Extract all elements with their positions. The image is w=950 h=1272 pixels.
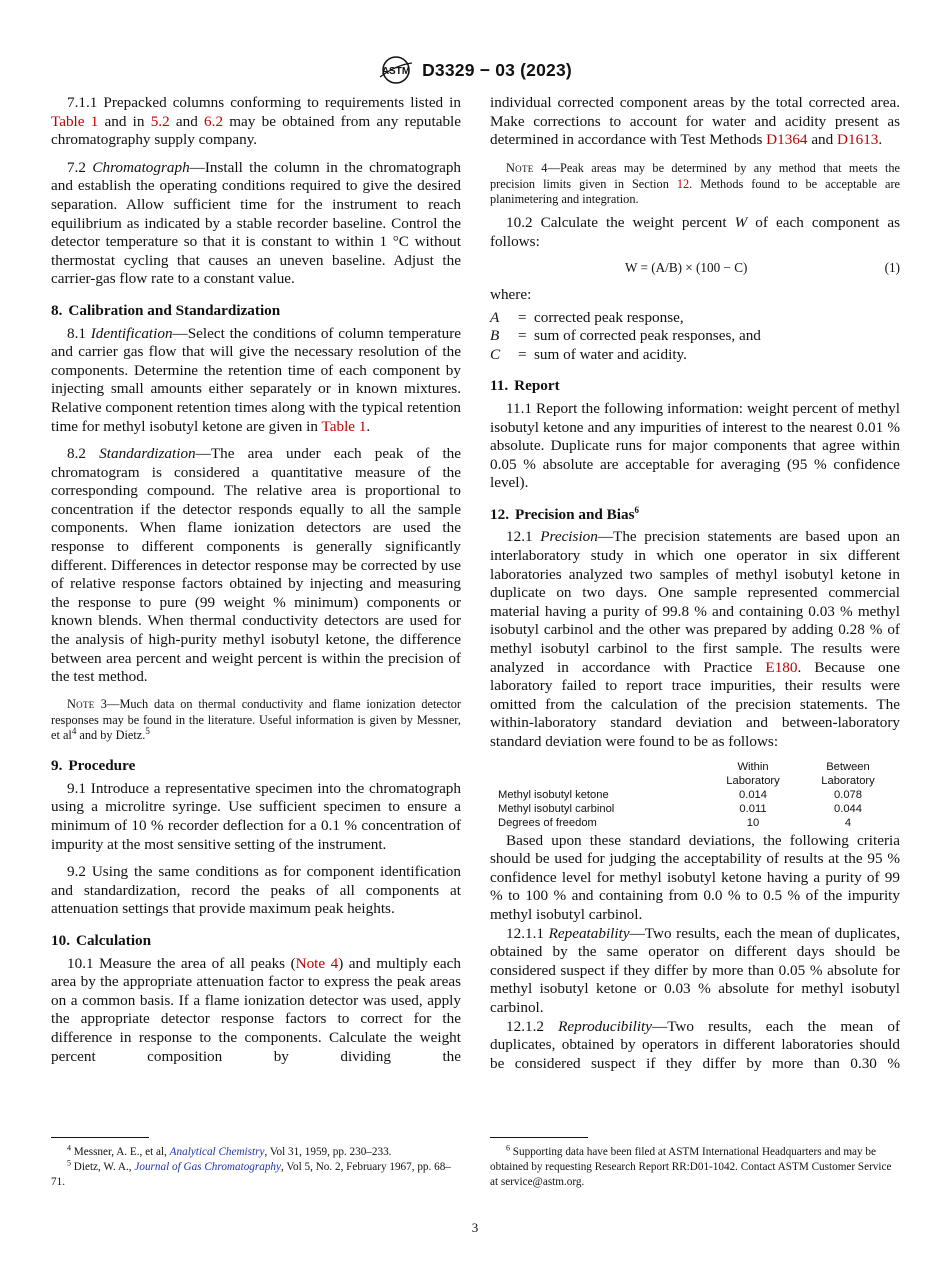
footnote-marker: 6 <box>506 1143 510 1153</box>
section-heading-9 <box>51 757 461 776</box>
text: —Install the column in the chromatograph and establish the operating conditions required to give the desired separation. Allow sufficient time for the instrument to reach equilibrium as indicated by a stable recorder baseline. Control the detector temperature so that it is constant to within 1 °C without thermostat cycling that causes an uneven baseline. Adjust the carrier-gas flow rate to a constant value. <box>51 158 462 288</box>
link-6-2[interactable]: 6.2 <box>204 112 224 130</box>
paragraph-12-1 <box>490 528 900 751</box>
table-header-within <box>708 760 798 788</box>
within-value: 0.011 <box>739 802 767 815</box>
paragraph-criteria: Based upon these standard deviations, the following criteria should be used for judging the acceptability of results at the 95 % confidence level for methyl isobutyl ketone having a purity of 99 % to 100 % and containing from 0.0 % to 0.5 % of the impurity methyl isobutyl carbinol. <box>490 831 900 923</box>
text: Calculate the weight percent <box>532 214 735 232</box>
symbol: B <box>490 327 500 345</box>
footnote-ref-4[interactable]: 4 <box>71 726 77 737</box>
paragraph-number: 8.2 <box>67 445 86 463</box>
term: Chromatograph <box>92 158 190 176</box>
header-line: Laboratory <box>821 774 875 787</box>
text: . <box>878 131 883 149</box>
section-heading-8 <box>51 302 461 321</box>
paragraph-7-2 <box>51 159 461 289</box>
section-number: 10. <box>51 931 70 949</box>
definition: corrected peak response, <box>534 308 684 326</box>
section-number: 9. <box>51 757 63 775</box>
text: . <box>366 417 371 435</box>
table-row <box>498 816 898 830</box>
equals: = <box>518 327 527 345</box>
paragraph-7-1-1 <box>51 94 461 150</box>
text: . Because one laboratory failed to report trace impurities, their results were omitted from the calculation of the precision statements. The within-laboratory standard deviation and between-laboratory standard deviation were found to be as follows: <box>490 658 900 751</box>
text: Introduce a representative specimen into the chromatograph using a microlitre syringe. Use sufficient specimen to ensure a minimum of 10 % recorder deflection for a 0.1 % concentration of impurity at the most sensitive setting of the instrument. <box>51 779 461 853</box>
footnote-6 <box>490 1145 900 1190</box>
astm-logo-icon <box>378 55 414 85</box>
text: —Much data on thermal conductivity and flame ionization detector responses may be found in the literature. Useful information is given by Messner, et al <box>51 696 461 743</box>
link-d1613[interactable]: D1613 <box>837 131 879 149</box>
term: Repeatability <box>548 924 630 942</box>
right-column <box>490 94 900 1073</box>
term: Standardization <box>99 445 196 463</box>
equals: = <box>518 345 527 363</box>
text: —Two results, each the mean of duplicates, obtained by operators in different laboratories should be considered suspect if they differ by more than 0.30 % <box>490 1017 901 1072</box>
text: Messner, A. E., et al, <box>71 1146 170 1158</box>
footnote-marker: 5 <box>67 1158 71 1168</box>
paragraph-8-1 <box>51 325 461 437</box>
section-title: Calibration and Standardization <box>68 301 281 319</box>
row-label: Methyl isobutyl carbinol <box>498 802 615 815</box>
section-number: 11. <box>490 377 509 395</box>
definition: sum of corrected peak responses, and <box>534 327 761 345</box>
paragraph-number: 7.2 <box>67 158 86 176</box>
equals: = <box>518 308 527 326</box>
text: may be obtained from any reputable chromatography supply company. <box>51 112 462 149</box>
text: Dietz, W. A., <box>71 1161 135 1173</box>
link-table-1[interactable]: Table 1 <box>321 417 367 435</box>
standard-deviation-table <box>498 760 898 830</box>
text: and <box>169 112 205 130</box>
document-id: D3329 − 03 (2023) <box>422 59 572 80</box>
header-line: Between <box>826 760 870 773</box>
paragraph-9-2 <box>51 863 461 919</box>
within-value: 10 <box>746 816 760 829</box>
row-label: Degrees of freedom <box>498 816 597 829</box>
link-note-4[interactable]: Note 4 <box>295 954 339 972</box>
row-label: Methyl isobutyl ketone <box>498 788 609 801</box>
variable-w: W <box>734 214 748 232</box>
text: Measure the area of all peaks ( <box>93 954 296 972</box>
note-label: Note 3 <box>67 696 108 711</box>
symbol: A <box>490 308 500 326</box>
footnotes-left <box>51 1137 461 1190</box>
text: Supporting data have been filed at ASTM International Headquarters and may be obtained by requesting Research Report RR:D01-1042. Contact ASTM Customer Service at service@astm.org. <box>490 1146 892 1188</box>
paragraph-12-1-2 <box>490 1018 900 1074</box>
equation-number: (1) <box>884 260 900 276</box>
header-line: Within <box>737 760 769 773</box>
table-row <box>498 802 898 816</box>
citation-link[interactable]: Analytical Chemistry <box>169 1146 265 1158</box>
where-label: where: <box>490 285 532 303</box>
text: —Two results, each the mean of duplicates, obtained by the same operator on different days should be considered suspect if they differ by more than 0.05 % absolute for methyl isobutyl ketone or 0.03 % absolute for methyl isobutyl carbinol. <box>490 924 900 1016</box>
text: . Methods found to be acceptable are planimetering and integration. <box>490 176 901 207</box>
variable-definitions <box>490 309 900 365</box>
paragraph-number: 7.1.1 <box>67 94 98 111</box>
paragraph-8-2 <box>51 445 461 687</box>
paragraph-number: 12.1.1 <box>506 924 544 942</box>
paragraph-number: 11.1 <box>506 399 533 417</box>
equation-1 <box>490 259 900 278</box>
paragraph-number: 8.1 <box>67 324 86 342</box>
page-header <box>0 55 950 85</box>
paragraph-number: 10.2 <box>506 214 533 232</box>
text: —The area under each peak of the chromatogram is considered a quantitative measure of the corresponding compound. The relative area is proportional to concentration if the detector responds equally to all the sample components. When flame ionization detectors are used the response to different components is generally significantly different. Differences in detector response may be corrected by use of relative response factors obtained by injecting and measuring the response to pure (99 weight % minimum) components or known blends. When thermal conductivity detectors are used for the analysis of high-purity methyl isobutyl ketone, the difference between area percent and weight percent is within the precision of the test method. <box>51 445 461 686</box>
footnote-divider <box>51 1137 149 1138</box>
table-header-blank <box>498 760 708 788</box>
section-title: Report <box>514 377 560 395</box>
text: —Peak areas may be determined by any method that meets the precision limits given in Section <box>490 160 900 191</box>
text: and by Dietz. <box>76 728 146 743</box>
text: Report the following information: weight percent of methyl isobutyl ketone and any impurities of interest to the nearest 0.01 % absolute. Duplicate runs for major components that agree within 0.05 % absolute are acceptable for averaging (95 % confidence level). <box>490 399 900 492</box>
section-title: Precision and Bias <box>514 505 635 523</box>
footnote-marker: 4 <box>67 1143 71 1153</box>
footnote-5 <box>51 1160 461 1190</box>
paragraph-10-2 <box>490 214 900 251</box>
table-row <box>498 788 898 802</box>
paragraph-9-1 <box>51 780 461 854</box>
definition-row <box>490 309 900 328</box>
text: Using the same conditions as for component identification and standardization, record the peaks of all components at attenuation settings that provide maximum peak heights. <box>51 863 461 918</box>
footnote-divider <box>490 1137 588 1138</box>
definition: sum of water and acidity. <box>534 345 687 363</box>
paragraph-number: 12.1.2 <box>506 1017 544 1035</box>
section-number: 12. <box>490 505 509 523</box>
citation-link[interactable]: Journal of Gas Chromatography <box>134 1161 281 1173</box>
between-value: 4 <box>844 816 852 829</box>
link-table-1[interactable]: Table 1 <box>51 112 99 130</box>
footnote-ref-6[interactable]: 6 <box>634 504 640 515</box>
note-4 <box>490 161 900 208</box>
paragraph-number: 9.1 <box>67 779 86 797</box>
term: Reproducibility <box>558 1017 653 1035</box>
section-title: Procedure <box>68 757 136 775</box>
paragraph-number: 12.1 <box>506 528 533 546</box>
text: individual corrected component areas by the total corrected area. Make corrections to account for water and acidity present as determined in accordance with Test Methods <box>490 94 900 149</box>
equation-formula: W = (A/B) × (100 − C) <box>625 260 748 276</box>
link-section-12[interactable]: 12 <box>676 176 690 191</box>
note-3 <box>51 697 461 744</box>
footnote-ref-5[interactable]: 5 <box>145 726 150 737</box>
table-header-between <box>798 760 898 788</box>
within-value: 0.014 <box>739 788 767 801</box>
term: Identification <box>90 324 173 342</box>
text: ) and multiply each area by the appropriate attenuation factor to express the peak areas on a common basis. If a flame ionization detector was used, apply the appropriate detector response factors to correct for the difference in response to the components. Calculate the weight percent composition by dividing the <box>51 954 461 1065</box>
paragraph-number: 10.1 <box>67 954 94 972</box>
svg-text:ASTM: ASTM <box>381 66 411 77</box>
header-line: Laboratory <box>726 774 780 787</box>
term: Precision <box>540 528 598 546</box>
text: , Vol 31, 1959, pp. 230–233. <box>264 1146 392 1158</box>
between-value: 0.044 <box>834 802 862 815</box>
section-heading-11 <box>490 377 900 396</box>
paragraph-11-1 <box>490 400 900 493</box>
paragraph-10-1-continued <box>490 94 900 150</box>
footnotes-right <box>490 1137 900 1190</box>
paragraph-number: 9.2 <box>67 863 86 881</box>
left-column <box>51 94 461 1066</box>
text: Prepacked columns conforming to requirements listed in <box>97 94 461 111</box>
link-5-2[interactable]: 5.2 <box>150 112 170 130</box>
paragraph-10-1 <box>51 955 461 1067</box>
definition-row <box>490 327 900 346</box>
text: of each component as follows: <box>490 214 900 250</box>
link-d1364[interactable]: D1364 <box>766 131 808 149</box>
between-value: 0.078 <box>834 788 862 801</box>
link-e180[interactable]: E180 <box>765 658 798 676</box>
section-number: 8. <box>51 301 63 319</box>
table-header-row <box>498 760 898 788</box>
page-number: 3 <box>471 1220 479 1235</box>
definition-row <box>490 346 900 365</box>
symbol: C <box>490 345 501 363</box>
text: , Vol 5, No. 2, February 1967, pp. 68–71. <box>51 1161 451 1188</box>
paragraph-12-1-1 <box>490 925 900 1018</box>
section-title: Calculation <box>75 931 152 949</box>
note-label: Note 4 <box>506 160 548 175</box>
text: and <box>807 131 838 149</box>
footnote-4 <box>51 1145 461 1160</box>
section-heading-10 <box>51 932 461 951</box>
text: —Select the conditions of column temperature and carrier gas flow that will give the necessary resolution of the components. Determine the retention time of each component by injecting small amounts either separately or in known mixtures. Relative component retention times along with the typical retention time for methyl isobutyl ketone are given in <box>51 324 462 435</box>
section-heading-12 <box>490 506 900 525</box>
text: —The precision statements are based upon an interlaboratory study in which one operator in six different laboratories analyzed two samples of methyl isobutyl ketone in duplicate on two days. One sample represented commercial material having a purity of 99.8 % and containing 0.03 % methyl isobutyl carbinol and the other was prepared by adding 0.28 % of methyl isobutyl carbinol to the first sample. The results were analyzed in accordance with Practice <box>490 528 900 676</box>
text: and in <box>98 112 151 130</box>
